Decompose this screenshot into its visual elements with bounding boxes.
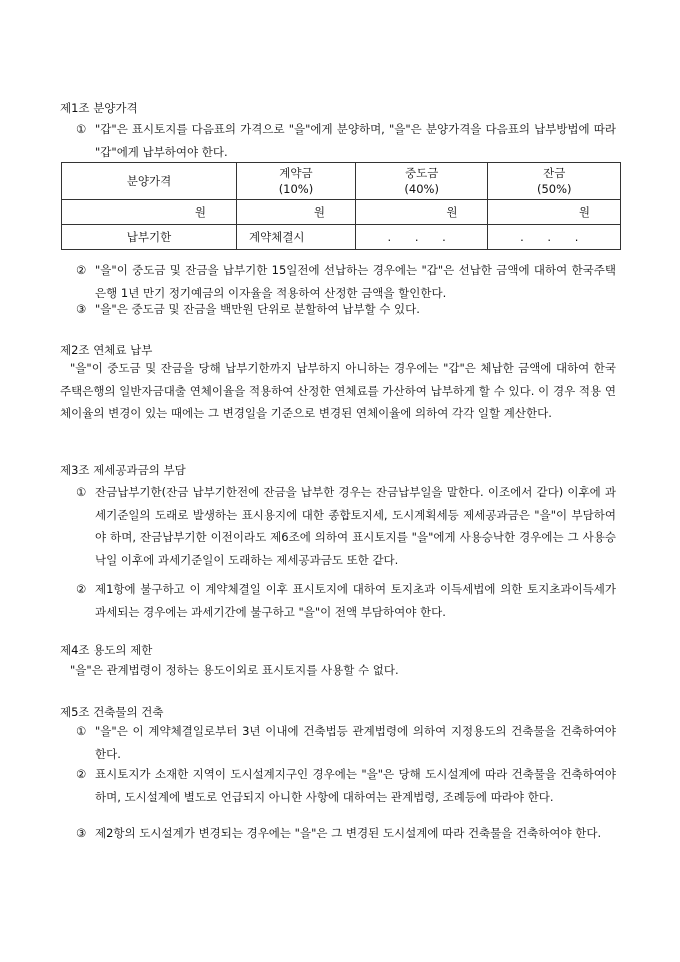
total-amount-cell[interactable]: 원	[62, 200, 237, 225]
price-label-cell: 분양가격	[62, 163, 237, 200]
item-text: "을"은 중도금 및 잔금을 백만원 단위로 분할하여 납부할 수 있다.	[95, 302, 420, 316]
item-text: 제2항의 도시설계가 변경되는 경우에는 "을"은 그 변경된 도시설계에 따라 건축물을 건축하여야 한다.	[95, 826, 602, 840]
amount-row	[62, 200, 621, 225]
item-number: ①	[76, 122, 87, 136]
article-3-item-2	[76, 578, 616, 623]
deposit-due-cell: 계약체결시	[237, 225, 356, 250]
item-text: 표시토지가 소재한 지역이 도시설계지구인 경우에는 "을"은 당해 도시설계에 따라 건축물을 건축하여야 하며, 도시설계에 별도로 언급되지 아니한 사항에 대하여는 관계법령, 조례등에 따라야 한다.	[95, 767, 616, 804]
interim-amount-cell[interactable]: 원	[355, 200, 488, 225]
item-number: ①	[76, 724, 87, 738]
payment-header-row	[62, 163, 621, 200]
balance-amount-cell[interactable]: 원	[488, 200, 621, 225]
article-5-item-2	[76, 763, 616, 808]
item-number: ③	[76, 826, 87, 840]
article-4-title: 제4조 용도의 제한	[60, 643, 153, 657]
item-number: ②	[76, 263, 87, 277]
item-number: ③	[76, 302, 87, 316]
deposit-amount-cell[interactable]: 원	[237, 200, 356, 225]
balance-due-cell[interactable]: . . .	[488, 225, 621, 250]
article-3-item-1	[76, 481, 616, 571]
article-4-text: "을"은 관계법령이 정하는 용도이외로 표시토지를 사용할 수 없다.	[70, 663, 399, 677]
item-number: ②	[76, 582, 87, 596]
item-text: 잔금납부기한(잔금 납부기한전에 잔금을 납부한 경우는 잔금납부일을 말한다. 이조에서 같다) 이후에 과세기준일의 도래로 발생하는 표시용지에 대한 종합토지세, 도시계획세등 제세공과금은 "을"이 부담하여야 하며, 잔금납부기한 이전이라도 제6조에 의하여 표시토지를 "을"에게 사용승낙한 경우에는 그 사용승낙일 이후에 과세기준일이 도래하는 제세공과금도 또한 같다.	[95, 485, 616, 567]
interim-header-cell: 중도금 (40%)	[355, 163, 488, 200]
balance-header-cell: 잔금 (50%)	[488, 163, 621, 200]
article-5-item-1	[76, 720, 616, 765]
deposit-header-cell: 계약금 (10%)	[237, 163, 356, 200]
article-1-title: 제1조 분양가격	[60, 101, 138, 115]
payment-table	[61, 162, 621, 250]
item-text: 제1항에 불구하고 이 계약체결일 이후 표시토지에 대하여 토지초과 이득세법에 의한 토지초과이득세가 과세되는 경우에는 과세기간에 불구하고 "을"이 전액 부담하여야 한다.	[95, 582, 616, 619]
article-5-title: 제5조 건축물의 건축	[60, 705, 164, 719]
item-number: ①	[76, 485, 87, 499]
item-text: "을"은 이 계약체결일로부터 3년 이내에 건축법등 관계법령에 의하여 지정용도의 건축물을 건축하여야 한다.	[95, 724, 616, 761]
article-3-title: 제3조 제세공과금의 부담	[60, 463, 186, 477]
item-text: "을"이 중도금 및 잔금을 납부기한 15일전에 선납하는 경우에는 "갑"은 선납한 금액에 대하여 한국주택은행 1년 만기 정기예금의 이자율을 적용하여 산정한 금액을 할인한다.	[95, 263, 616, 300]
article-1-item-1	[76, 118, 616, 163]
due-date-row	[62, 225, 621, 250]
article-5-item-3	[76, 822, 616, 845]
item-text: "갑"은 표시토지를 다음표의 가격으로 "을"에게 분양하며, "을"은 분양가격을 다음표의 납부방법에 따라 "갑"에게 납부하여야 한다.	[95, 122, 616, 159]
article-2-title: 제2조 연체료 납부	[60, 343, 153, 357]
article-1-item-3	[76, 298, 616, 321]
interim-due-cell[interactable]: . . .	[355, 225, 488, 250]
article-2-text: "을"이 중도금 및 잔금을 당해 납부기한까지 납부하지 아니하는 경우에는 "갑"은 체납한 금액에 대하여 한국주택은행의 일반자금대출 연체이율을 적용하여 산정한 연체료를 가산하여 납부하게 할 수 있다. 이 경우 적용 연체이율의 변경이 있는 때에는 그 변경일을 기준으로 변경된 연체이율에 의하여 각각 일할 계산한다.	[60, 361, 616, 420]
item-number: ②	[76, 767, 87, 781]
due-label-cell: 납부기한	[62, 225, 237, 250]
